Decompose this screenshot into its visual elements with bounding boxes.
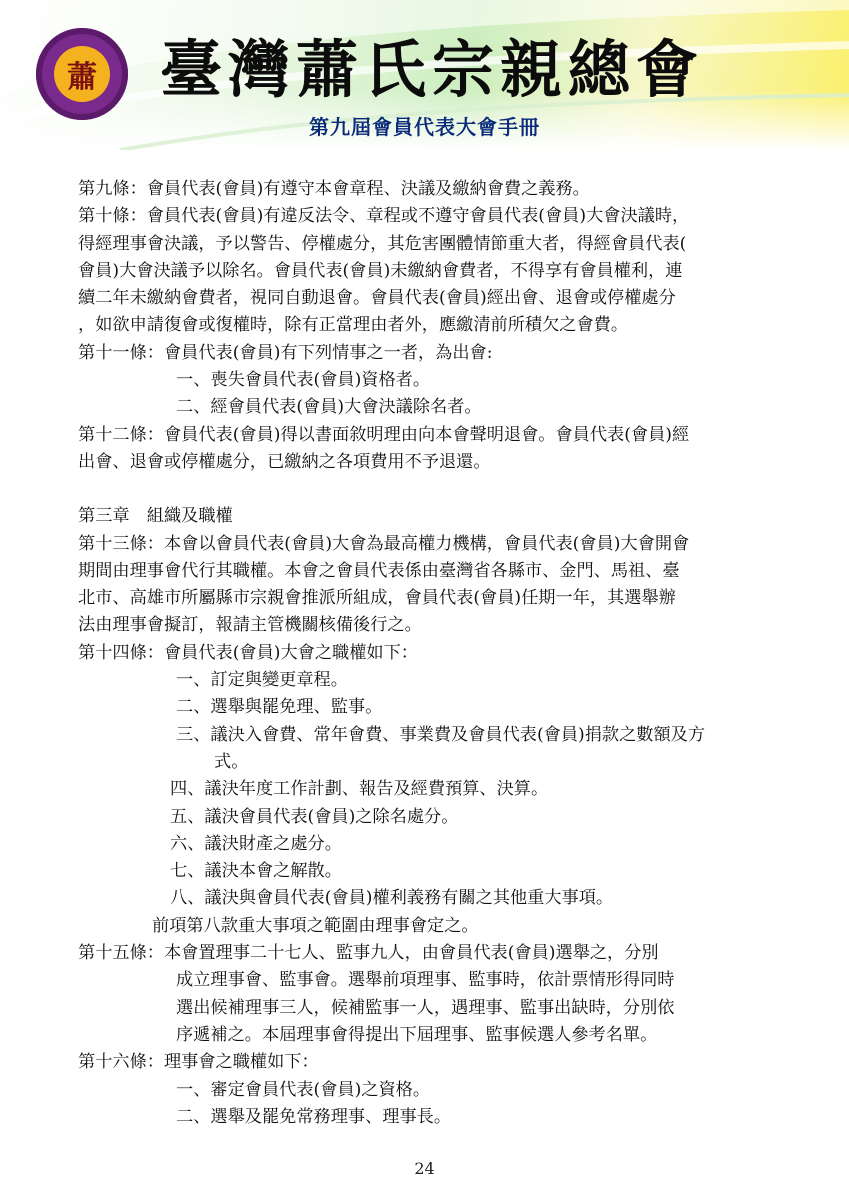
article-13-line: 第十三條：本會以會員代表(會員)大會為最高權力機構，會員代表(會員)大會開會: [78, 533, 690, 554]
article-14-item: 八、議決與會員代表(會員)權利義務有關之其他重大事項。: [170, 888, 614, 909]
article-15: 第十五條：本會置理事二十七人、監事九人，由會員代表(會員)選舉之，分別: [78, 943, 659, 964]
article-10-line: 得經理事會決議，予以警告、停權處分，其危害團體情節重大者，得經會員代表(: [78, 233, 687, 254]
article-14-item: 三、議決入會費、常年會費、事業費及會員代表(會員)捐款之數額及方: [176, 724, 706, 745]
article-12-line: 出會、退會或停權處分，已繳納之各項費用不予退還。: [78, 451, 491, 472]
page-header: [0, 0, 849, 150]
article-14-item: 一、訂定與變更章程。: [176, 670, 348, 691]
article-16: 第十六條：理事會之職權如下：: [78, 1052, 319, 1073]
article-14: 第十四條：會員代表(會員)大會之職權如下：: [78, 642, 418, 663]
article-11-item: 二、經會員代表(會員)大會決議除名者。: [176, 397, 482, 418]
article-14-item: 五、議決會員代表(會員)之除名處分。: [170, 806, 459, 827]
article-13-line: 期間由理事會代行其職權。本會之會員代表係由臺灣省各縣市、金門、馬祖、臺: [78, 560, 680, 581]
article-14-item: 四、議決年度工作計劃、報告及經費預算、決算。: [170, 779, 549, 800]
paragraph-gap: [78, 476, 790, 503]
article-10-line: 第十條：會員代表(會員)有違反法令、章程或不遵守會員代表(會員)大會決議時，: [78, 206, 690, 227]
document-body: [78, 176, 790, 1131]
article-14-item: 七、議決本會之解散。: [170, 861, 342, 882]
organization-title: 臺灣蕭氏宗親總會: [160, 33, 705, 106]
article-10-line: 續二年未繳納會費者，視同自動退會。會員代表(會員)經出會、退會或停權處分: [78, 288, 676, 309]
article-15-line: 成立理事會、監事會。選舉前項理事、監事時，依計票情形得同時: [176, 970, 675, 991]
logo-emblem: 蕭: [54, 46, 110, 102]
article-15-line: 選出候補理事三人，候補監事一人，遇理事、監事出缺時，分別依: [176, 997, 675, 1018]
article-14-item: 六、議決財產之處分。: [170, 833, 342, 854]
article-11: 第十一條：會員代表(會員)有下列情事之一者，為出會:: [78, 342, 493, 363]
article-16-item: 二、選舉及罷免常務理事、理事長。: [176, 1106, 452, 1127]
article-11-item: 一、喪失會員代表(會員)資格者。: [176, 370, 431, 391]
article-12-line: 第十二條：會員代表(會員)得以書面敘明理由向本會聲明退會。會員代表(會員)經: [78, 424, 690, 445]
page-number: 24: [414, 1159, 435, 1178]
article-15-line: 序遞補之。本屆理事會得提出下屆理事、監事候選人參考名單。: [176, 1024, 658, 1045]
article-13-line: 法由理事會擬訂，報請主管機關核備後行之。: [78, 615, 422, 636]
chapter-heading: 第三章 組織及職權: [78, 506, 233, 527]
article-16-item: 一、審定會員代表(會員)之資格。: [176, 1079, 431, 1100]
article-9: 第九條：會員代表(會員)有遵守本會章程、決議及繳納會費之義務。: [78, 179, 590, 199]
article-14-item-continuation: 式。: [214, 751, 249, 772]
clan-association-logo: [36, 28, 128, 120]
handbook-subtitle: 第九屆會員代表大會手冊: [309, 115, 540, 139]
article-14-note: 前項第八款重大事項之範圍由理事會定之。: [152, 915, 479, 936]
article-10-line: ，如欲申請復會或復權時，除有正當理由者外，應繳清前所積欠之會費。: [78, 315, 629, 336]
article-14-item: 二、選舉與罷免理、監事。: [176, 697, 383, 718]
article-13-line: 北市、高雄市所屬縣市宗親會推派所組成，會員代表(會員)任期一年，其選舉辦: [78, 588, 676, 609]
article-10-line: 會員)大會決議予以除名。會員代表(會員)未繳納會費者，不得享有會員權利，連: [78, 260, 683, 281]
